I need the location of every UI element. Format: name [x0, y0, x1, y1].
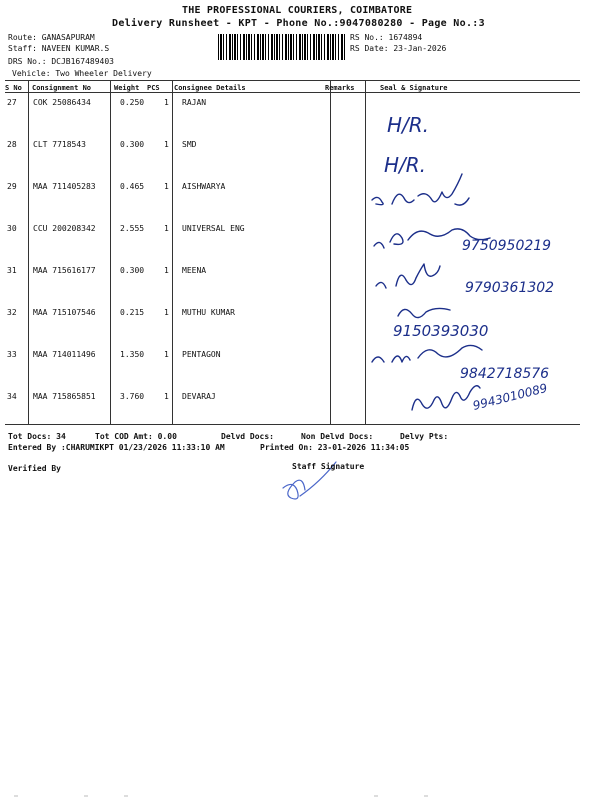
row-sno: 29	[7, 182, 17, 191]
signature-row-32-phone: 9150393030	[393, 322, 489, 340]
scan-mark	[124, 795, 128, 797]
row-consignee: DEVARAJ	[182, 392, 216, 401]
printed-on: Printed On: 23-01-2026 11:34:05	[260, 443, 410, 452]
row-consignee: MUTHU KUMAR	[182, 308, 235, 317]
row-pcs: 1	[164, 350, 169, 359]
signature-row-34-mark	[412, 386, 480, 410]
row-weight: 0.300	[120, 266, 145, 275]
row-sno: 32	[7, 308, 17, 317]
company-title: THE PROFESSIONAL COURIERS, COIMBATORE	[182, 5, 413, 16]
row-sno: 27	[7, 98, 17, 107]
delivered-docs: Delvd Docs:	[221, 432, 274, 441]
row-consignee: RAJAN	[182, 98, 207, 107]
row-consignee: UNIVERSAL ENG	[182, 224, 245, 233]
runsheet-subtitle: Delivery Runsheet - KPT - Phone No.:9047080280 - Page No.:3	[112, 18, 485, 29]
signature-row-28: H/R.	[384, 153, 427, 177]
verified-by-label: Verified By	[8, 464, 61, 473]
rs-number: RS No.: 1674894	[350, 33, 423, 42]
row-consignee: AISHWARYA	[182, 182, 226, 191]
signature-row-32-mark	[398, 308, 450, 317]
scan-mark	[84, 795, 88, 797]
col-header-consignee: Consignee Details	[174, 84, 246, 92]
row-weight: 0.300	[120, 140, 145, 149]
row-sno: 33	[7, 350, 17, 359]
row-weight: 1.350	[120, 350, 145, 359]
col-header-sno: S No	[5, 84, 22, 92]
scan-mark	[424, 795, 428, 797]
row-consignee: MEENA	[182, 266, 207, 275]
row-consignment: MAA 715107546	[33, 308, 96, 317]
route-label: Route: GANASAPURAM	[8, 33, 95, 42]
scan-mark	[14, 795, 18, 797]
entered-by: Entered By :CHARUMIKPT 01/23/2026 11:33:10 AM	[8, 443, 225, 452]
row-pcs: 1	[164, 308, 169, 317]
signature-row-27: H/R.	[387, 113, 430, 137]
row-pcs: 1	[164, 266, 169, 275]
row-consignment: MAA 715865851	[33, 392, 96, 401]
row-consignee: PENTAGON	[182, 350, 221, 359]
col-header-pcs: PCS	[147, 84, 160, 92]
signature-row-31-mark	[376, 264, 440, 288]
vehicle-label: Vehicle: Two Wheeler Delivery	[12, 69, 152, 78]
row-pcs: 1	[164, 140, 169, 149]
rs-date: RS Date: 23-Jan-2026	[350, 44, 447, 53]
row-consignee: SMD	[182, 140, 197, 149]
total-docs: Tot Docs: 34	[8, 432, 66, 441]
signature-row-31-phone: 9790361302	[465, 280, 555, 296]
row-weight: 0.215	[120, 308, 145, 317]
signature-row-33-phone: 9842718576	[460, 366, 550, 382]
scan-mark	[374, 795, 378, 797]
row-weight: 3.760	[120, 392, 145, 401]
row-sno: 30	[7, 224, 17, 233]
row-weight: 0.250	[120, 98, 145, 107]
row-pcs: 1	[164, 224, 169, 233]
total-cod-amount: Tot COD Amt: 0.00	[95, 432, 177, 441]
drs-label: DRS No.: DCJB167489403	[8, 57, 114, 66]
staff-signature-label: Staff Signature	[292, 462, 365, 471]
row-consignment: CLT 7718543	[33, 140, 86, 149]
col-header-consignment: Consignment No	[32, 84, 92, 92]
row-sno: 28	[7, 140, 17, 149]
row-pcs: 1	[164, 98, 169, 107]
row-consignment: CCU 200208342	[33, 224, 96, 233]
col-header-seal-signature: Seal & Signature	[380, 84, 448, 92]
row-sno: 31	[7, 266, 17, 275]
row-consignment: MAA 714011496	[33, 350, 96, 359]
non-delivered-docs: Non Delvd Docs:	[301, 432, 374, 441]
signature-row-34-phone: 9943010089	[471, 380, 549, 413]
col-header-remarks: Remarks	[325, 84, 355, 92]
row-pcs: 1	[164, 392, 169, 401]
row-weight: 2.555	[120, 224, 145, 233]
staff-label: Staff: NAVEEN KUMAR.S	[8, 44, 110, 53]
delivery-points: Delvy Pts:	[400, 432, 449, 441]
row-consignment: MAA 715616177	[33, 266, 96, 275]
col-header-weight: Weight	[114, 84, 140, 92]
row-sno: 34	[7, 392, 17, 401]
signature-row-33-mark	[372, 345, 482, 362]
row-pcs: 1	[164, 182, 169, 191]
row-consignment: MAA 711405283	[33, 182, 96, 191]
signature-row-29	[372, 174, 469, 205]
row-consignment: COK 25086434	[33, 98, 91, 107]
signature-row-30-phone: 9750950219	[462, 238, 552, 254]
row-weight: 0.465	[120, 182, 145, 191]
